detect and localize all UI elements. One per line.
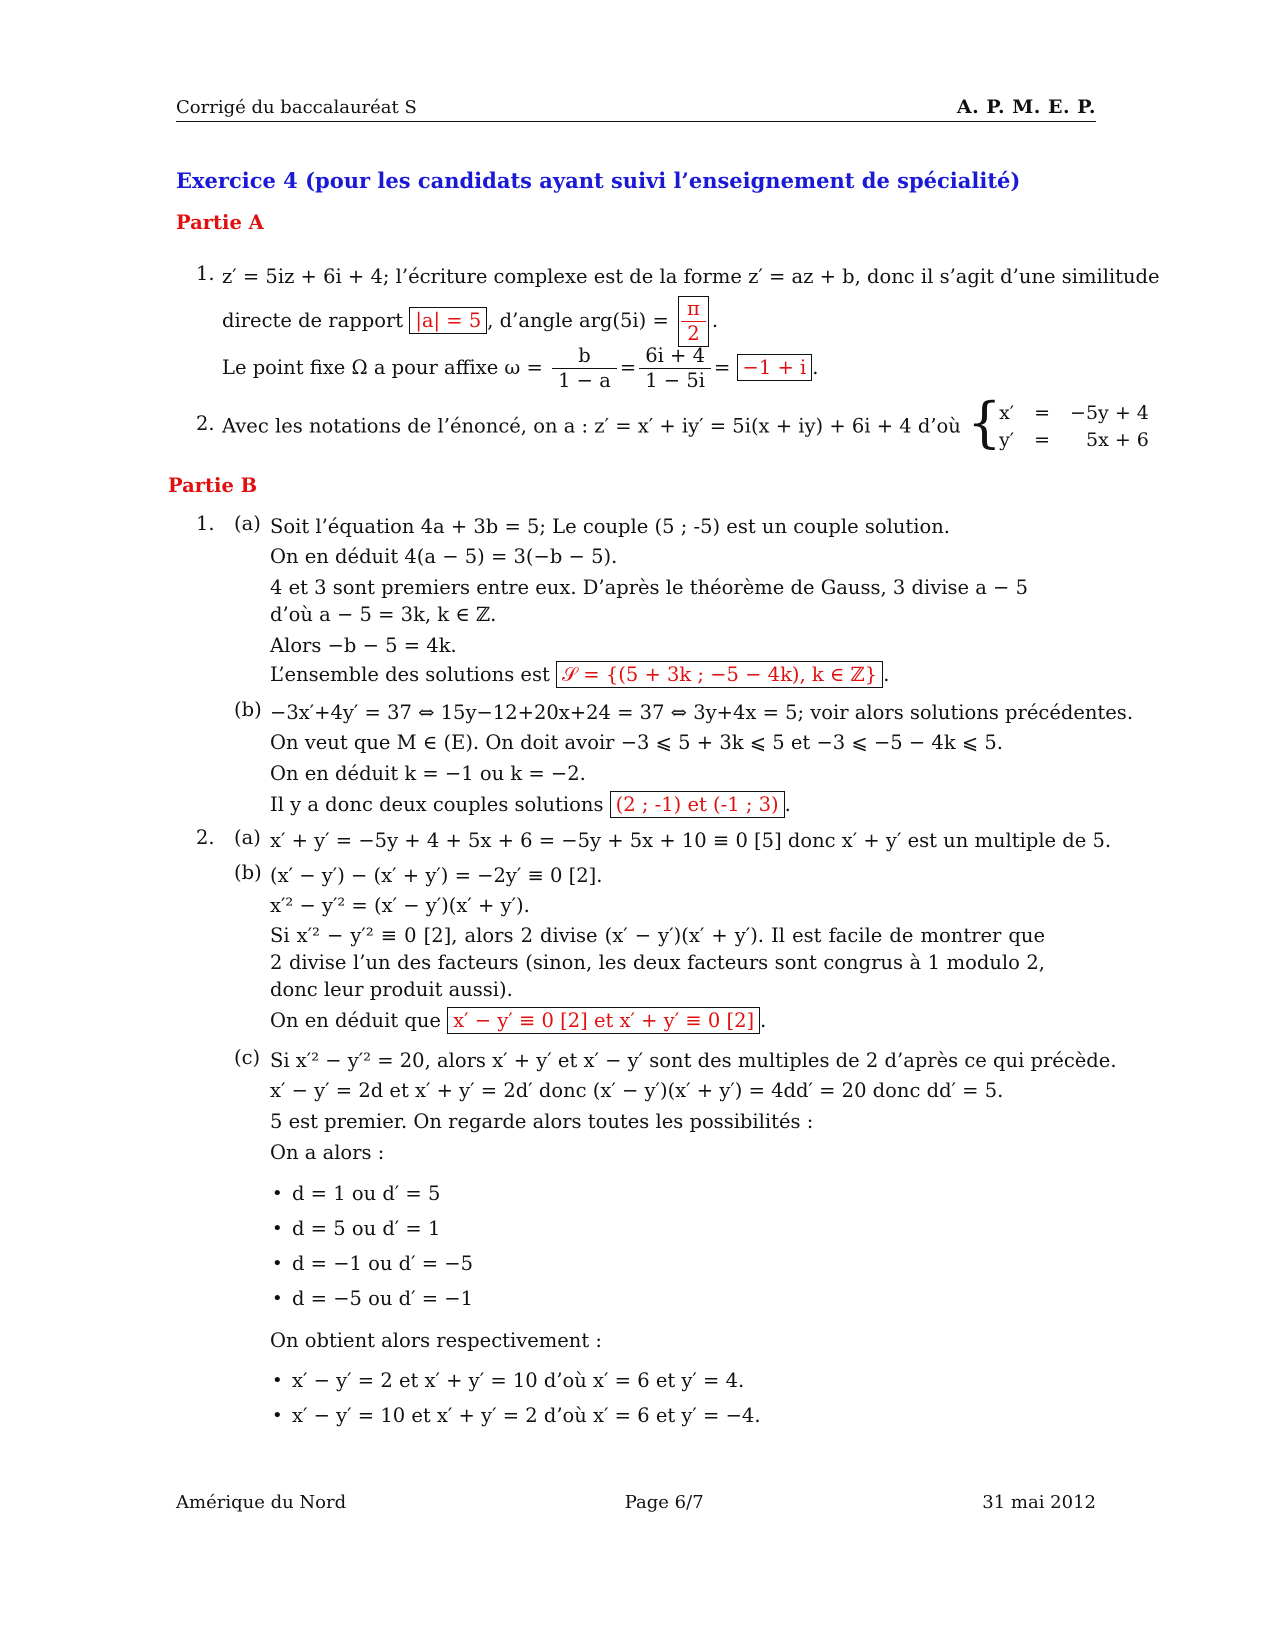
q1b-line2: On veut que M ∈ (E). On doit avoir −3 ⩽ 5 + 3k ⩽ 5 et −3 ⩽ −5 − 4k ⩽ 5. [270,731,1003,754]
system-lhs: x′ [999,402,1015,424]
fraction-1-denominator: 1 − a [558,369,611,392]
equation-system [967,391,1159,454]
part-b-q2-number: 2. [196,826,215,849]
q1b-line4: Il y a donc deux couples solutions (2 ; -1) et (-1 ; 3) . [270,793,791,816]
footer-left: Amérique du Nord [176,1492,347,1513]
q1a-line5-prefix: L’ensemble des solutions est [270,663,550,686]
header-left: Corrigé du baccalauréat S [176,97,417,118]
system-eq: = [1034,402,1051,424]
fraction-2-numerator: 6i + 4 [639,344,711,369]
q2c-line1: Si x′² − y′² = 20, alors x′ + y′ et x′ − y′ sont des multiples de 2 d’après ce qui précède. [270,1049,1117,1072]
q2c-line5: On obtient alors respectivement : [270,1329,602,1352]
fixed-point-answer-box: −1 + i [737,354,813,381]
q2b-line2: x′² − y′² = (x′ − y′)(x′ + y′). [270,894,530,917]
q2c-line3: 5 est premier. On regarde alors toutes les possibilités : [270,1110,814,1133]
list-item: • d = 1 ou d′ = 5 [292,1176,473,1211]
q1a-line4: Alors −b − 5 = 4k. [270,634,457,657]
part-b-q1a-label: (a) [234,512,261,535]
document-page [176,96,1096,234]
part-a-q1-line2: directe de rapport |a| = 5 , d’angle arg(5i) = $\frac{\pi}{2}$ . [222,297,719,345]
system-row [989,400,1159,427]
q1b-line3: On en déduit k = −1 ou k = −2. [270,762,586,785]
modulus-answer-box: |a| = 5 [409,307,487,334]
q1b-line1: −3x′+4y′ = 37 ⇔ 15y−12+20x+24 = 37 ⇔ 3y+4x = 5; voir alors solutions précédentes. [270,701,1134,724]
part-b-q2b-label: (b) [234,861,262,884]
q2c-line4: On a alors : [270,1141,385,1164]
q1a-line2: On en déduit 4(a − 5) = 3(−b − 5). [270,545,618,568]
congruence-answer-box: x′ − y′ ≡ 0 [2] et x′ + y′ ≡ 0 [2] [447,1007,760,1034]
part-b-q2c-label: (c) [234,1046,261,1069]
system-lhs: y′ [999,429,1015,451]
list-item: • x′ − y′ = 2 et x′ + y′ = 10 d’où x′ = 6 et y′ = 4. [292,1363,761,1398]
q1-line2-prefix: directe de rapport [222,309,404,332]
part-a-q1-line3: Le point fixe Ω a pour affixe ω = $\frac{b}{1 - a}$ = $\frac{6i + 4}{1 - 5i}$ = −1 + i . [222,344,819,392]
list-item: • x′ − y′ = 10 et x′ + y′ = 2 d’où x′ = 6 et y′ = −4. [292,1398,761,1433]
fixed-point-fraction-1 [552,344,617,393]
q1a-line5: L’ensemble des solutions est 𝒮 = {(5 + 3k ; −5 − 4k), k ∈ ℤ} . [270,663,890,686]
q2b-line1: (x′ − y′) − (x′ + y′) = −2y′ ≡ 0 [2]. [270,864,603,887]
q2a-line1: x′ + y′ = −5y + 4 + 5x + 6 = −5y + 5x + 10 ≡ 0 [5] donc x′ + y′ est un multiple de 5. [270,829,1112,852]
system-table [989,400,1159,454]
page-header [176,96,1096,122]
angle-numerator: π [681,297,706,322]
q1a-line3: 4 et 3 sont premiers entre eux. D’après le théorème de Gauss, 3 divise a − 5 d’où a − 5 = 3k, k ∈ ℤ. [270,576,1028,626]
angle-denominator: 2 [687,322,700,345]
system-rhs: −5y + 4 [1070,402,1149,424]
part-b-title: Partie B [168,474,258,497]
list-item: • d = −1 ou d′ = −5 [292,1246,473,1281]
q1a-line1: Soit l’équation 4a + 3b = 5; Le couple (5 ; -5) est un couple solution. [270,515,950,538]
fixed-point-fraction-2 [639,344,711,393]
q1b-line4-prefix: Il y a donc deux couples solutions [270,793,604,816]
list-item: • d = −5 ou d′ = −1 [292,1281,473,1316]
part-b-q2a-label: (a) [234,826,261,849]
part-b-q1-number: 1. [196,512,215,535]
footer-page-number: Page 6/7 [624,1492,704,1513]
q1-line3-prefix: Le point fixe Ω a pour affixe ω = [222,356,543,379]
part-a-q2-number: 2. [196,412,215,435]
list-item: • d = 5 ou d′ = 1 [292,1211,473,1246]
part-a-q2-line [222,391,1159,454]
results-list [270,1363,761,1433]
q2-text: Avec les notations de l’énoncé, on a : z′ = x′ + iy′ = 5i(x + iy) + 6i + 4 d’où [222,414,961,438]
footer-date: 31 mai 2012 [982,1492,1096,1513]
fraction-2-denominator: 1 − 5i [645,369,705,392]
fraction-1-numerator: b [552,344,617,369]
q2b-line4: On en déduit que x′ − y′ ≡ 0 [2] et x′ + y′ ≡ 0 [2] . [270,1009,767,1032]
solution-set-box: 𝒮 = {(5 + 3k ; −5 − 4k), k ∈ ℤ} [556,661,883,688]
angle-answer-box [678,296,709,347]
exercise-title: Exercice 4 (pour les candidats ayant suivi l’enseignement de spécialité) [176,168,1021,193]
cases-list [270,1176,473,1316]
part-a-q1-number: 1. [196,262,215,285]
couples-answer-box: (2 ; -1) et (-1 ; 3) [610,791,785,818]
part-a-q1-line1: z′ = 5iz + 6i + 4; l’écriture complexe est de la forme z′ = az + b, donc il s’agit d’une similitude [222,265,1160,288]
page-footer [176,1492,1096,1513]
q1-line2-middle: , d’angle arg(5i) = [487,309,669,332]
q2c-line2: x′ − y′ = 2d et x′ + y′ = 2d′ donc (x′ − y′)(x′ + y′) = 4dd′ = 20 donc dd′ = 5. [270,1079,1004,1102]
system-row [989,427,1159,454]
q2b-line3: Si x′² − y′² ≡ 0 [2], alors 2 divise (x′ − y′)(x′ + y′). Il est facile de montrer que 2 divise l’un des facteurs (sinon, les deux facteurs sont congrus à 1 modulo 2, donc leur produit aussi). [270,924,1045,1001]
q2b-line4-prefix: On en déduit que [270,1009,441,1032]
system-eq: = [1034,429,1051,451]
system-rhs: 5x + 6 [1085,429,1149,451]
system-brace: { [967,391,1002,454]
part-b-q1b-label: (b) [234,698,262,721]
header-right: A. P. M. E. P. [956,96,1096,118]
part-a-title: Partie A [176,211,264,234]
